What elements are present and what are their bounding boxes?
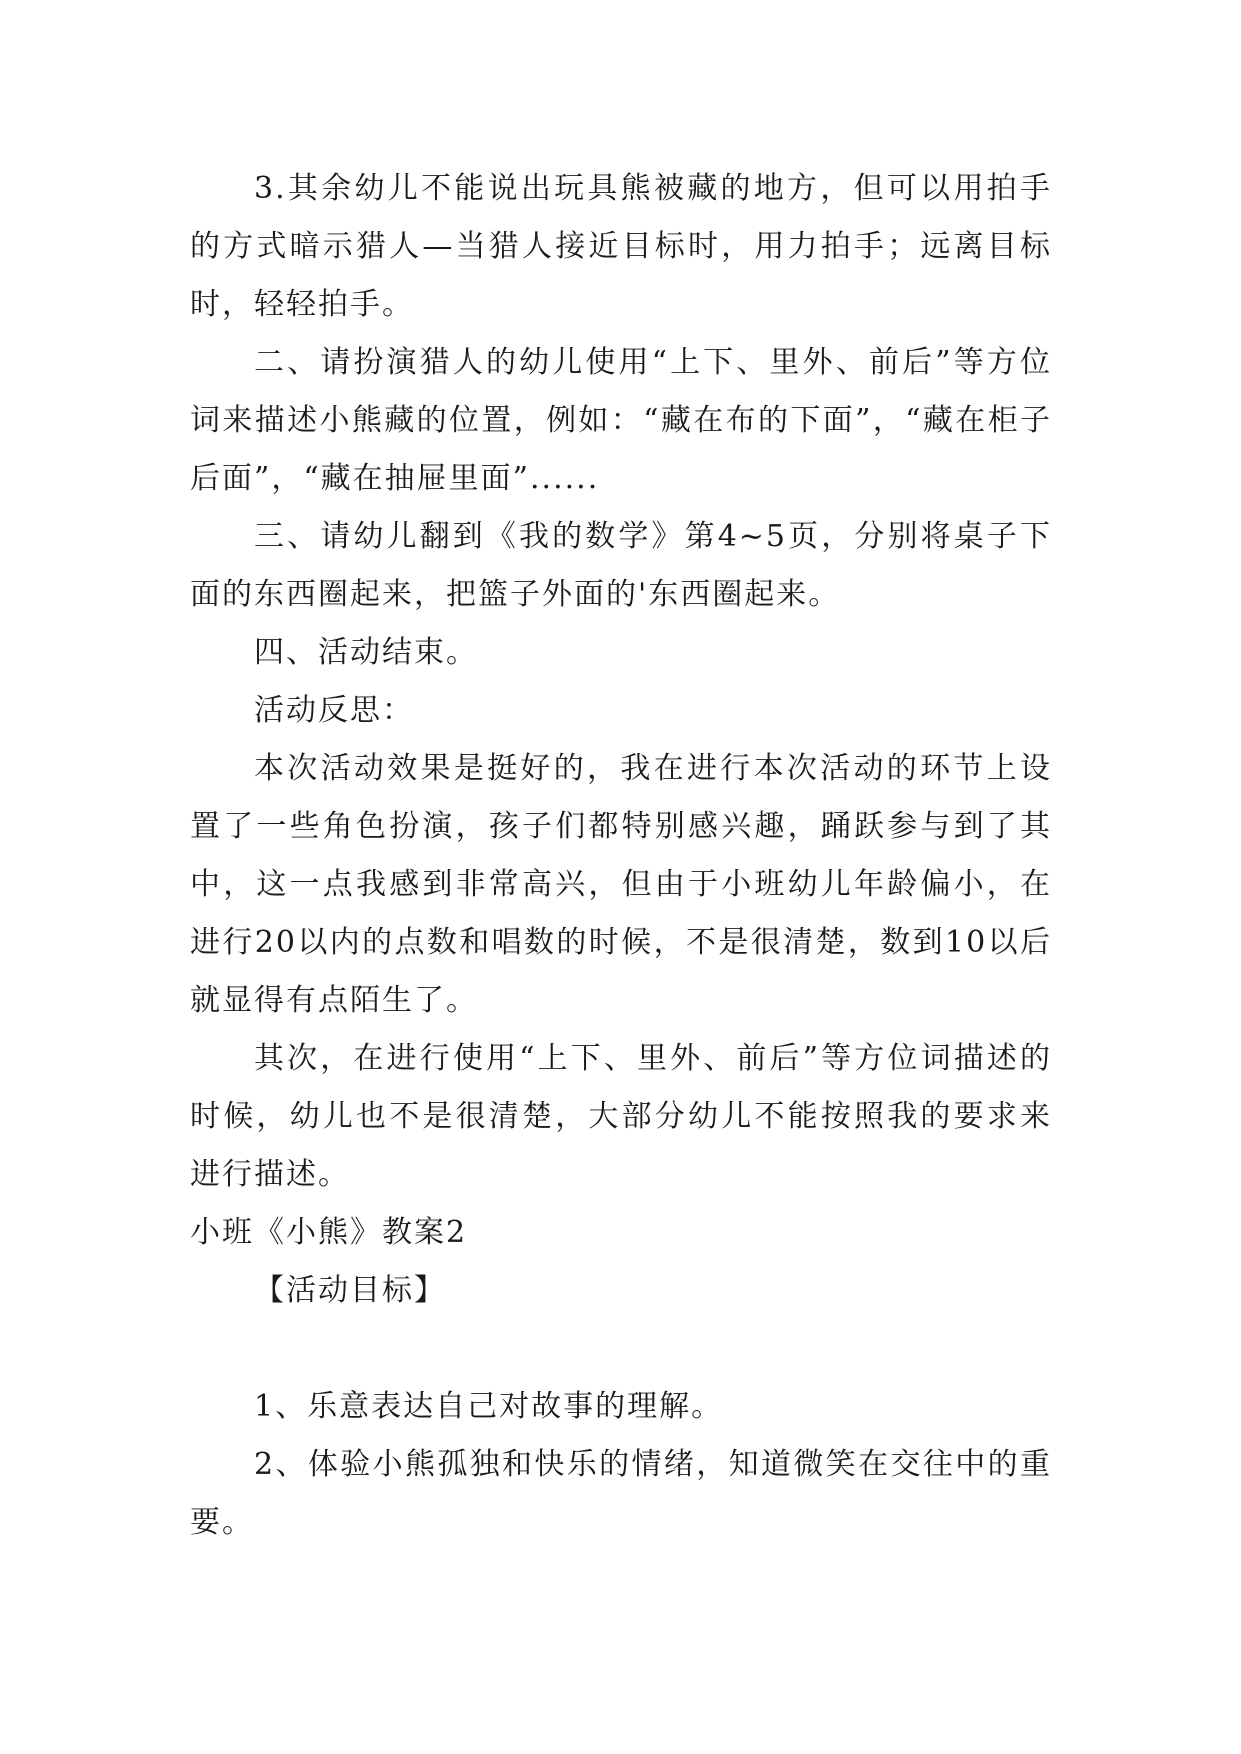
paragraph-step-two: 二、请扮演猎人的幼儿使用“上下、里外、前后”等方位词来描述小熊藏的位置，例如：“藏在布的下面”，“藏在柜子后面”，“藏在抽屉里面”......	[190, 345, 1052, 496]
paragraph-step-three: 三、请幼儿翻到《我的数学》第4~5页，分别将桌子下面的东西圈起来，把篮子外面的'东西圈起来。	[190, 519, 1052, 612]
goal-item-2: 2、体验小熊孤独和快乐的情绪，知道微笑在交往中的重要。	[190, 1447, 1052, 1540]
paragraph-reflection-label: 活动反思：	[254, 693, 414, 728]
document-body	[190, 160, 1052, 1552]
goal-item-1: 1、乐意表达自己对故事的理解。	[254, 1389, 724, 1424]
blank-line	[190, 1320, 1052, 1378]
paragraph-step-3: 3.其余幼儿不能说出玩具熊被藏的地方，但可以用拍手的方式暗示猎人—当猎人接近目标时，用力拍手；远离目标时，轻轻拍手。	[190, 171, 1052, 322]
paragraph-reflection-body: 本次活动效果是挺好的，我在进行本次活动的环节上设置了一些角色扮演，孩子们都特别感兴趣，踊跃参与到了其中，这一点我感到非常高兴，但由于小班幼儿年龄偏小，在进行20以内的点数和唱数的时候，不是很清楚，数到10以后就显得有点陌生了。	[190, 751, 1052, 1018]
section-label-goals: 【活动目标】	[254, 1273, 446, 1308]
lesson-title: 小班《小熊》教案2	[190, 1215, 468, 1250]
paragraph-step-four: 四、活动结束。	[254, 635, 478, 670]
paragraph-reflection-second: 其次，在进行使用“上下、里外、前后”等方位词描述的时候，幼儿也不是很清楚，大部分幼儿不能按照我的要求来进行描述。	[190, 1041, 1052, 1192]
